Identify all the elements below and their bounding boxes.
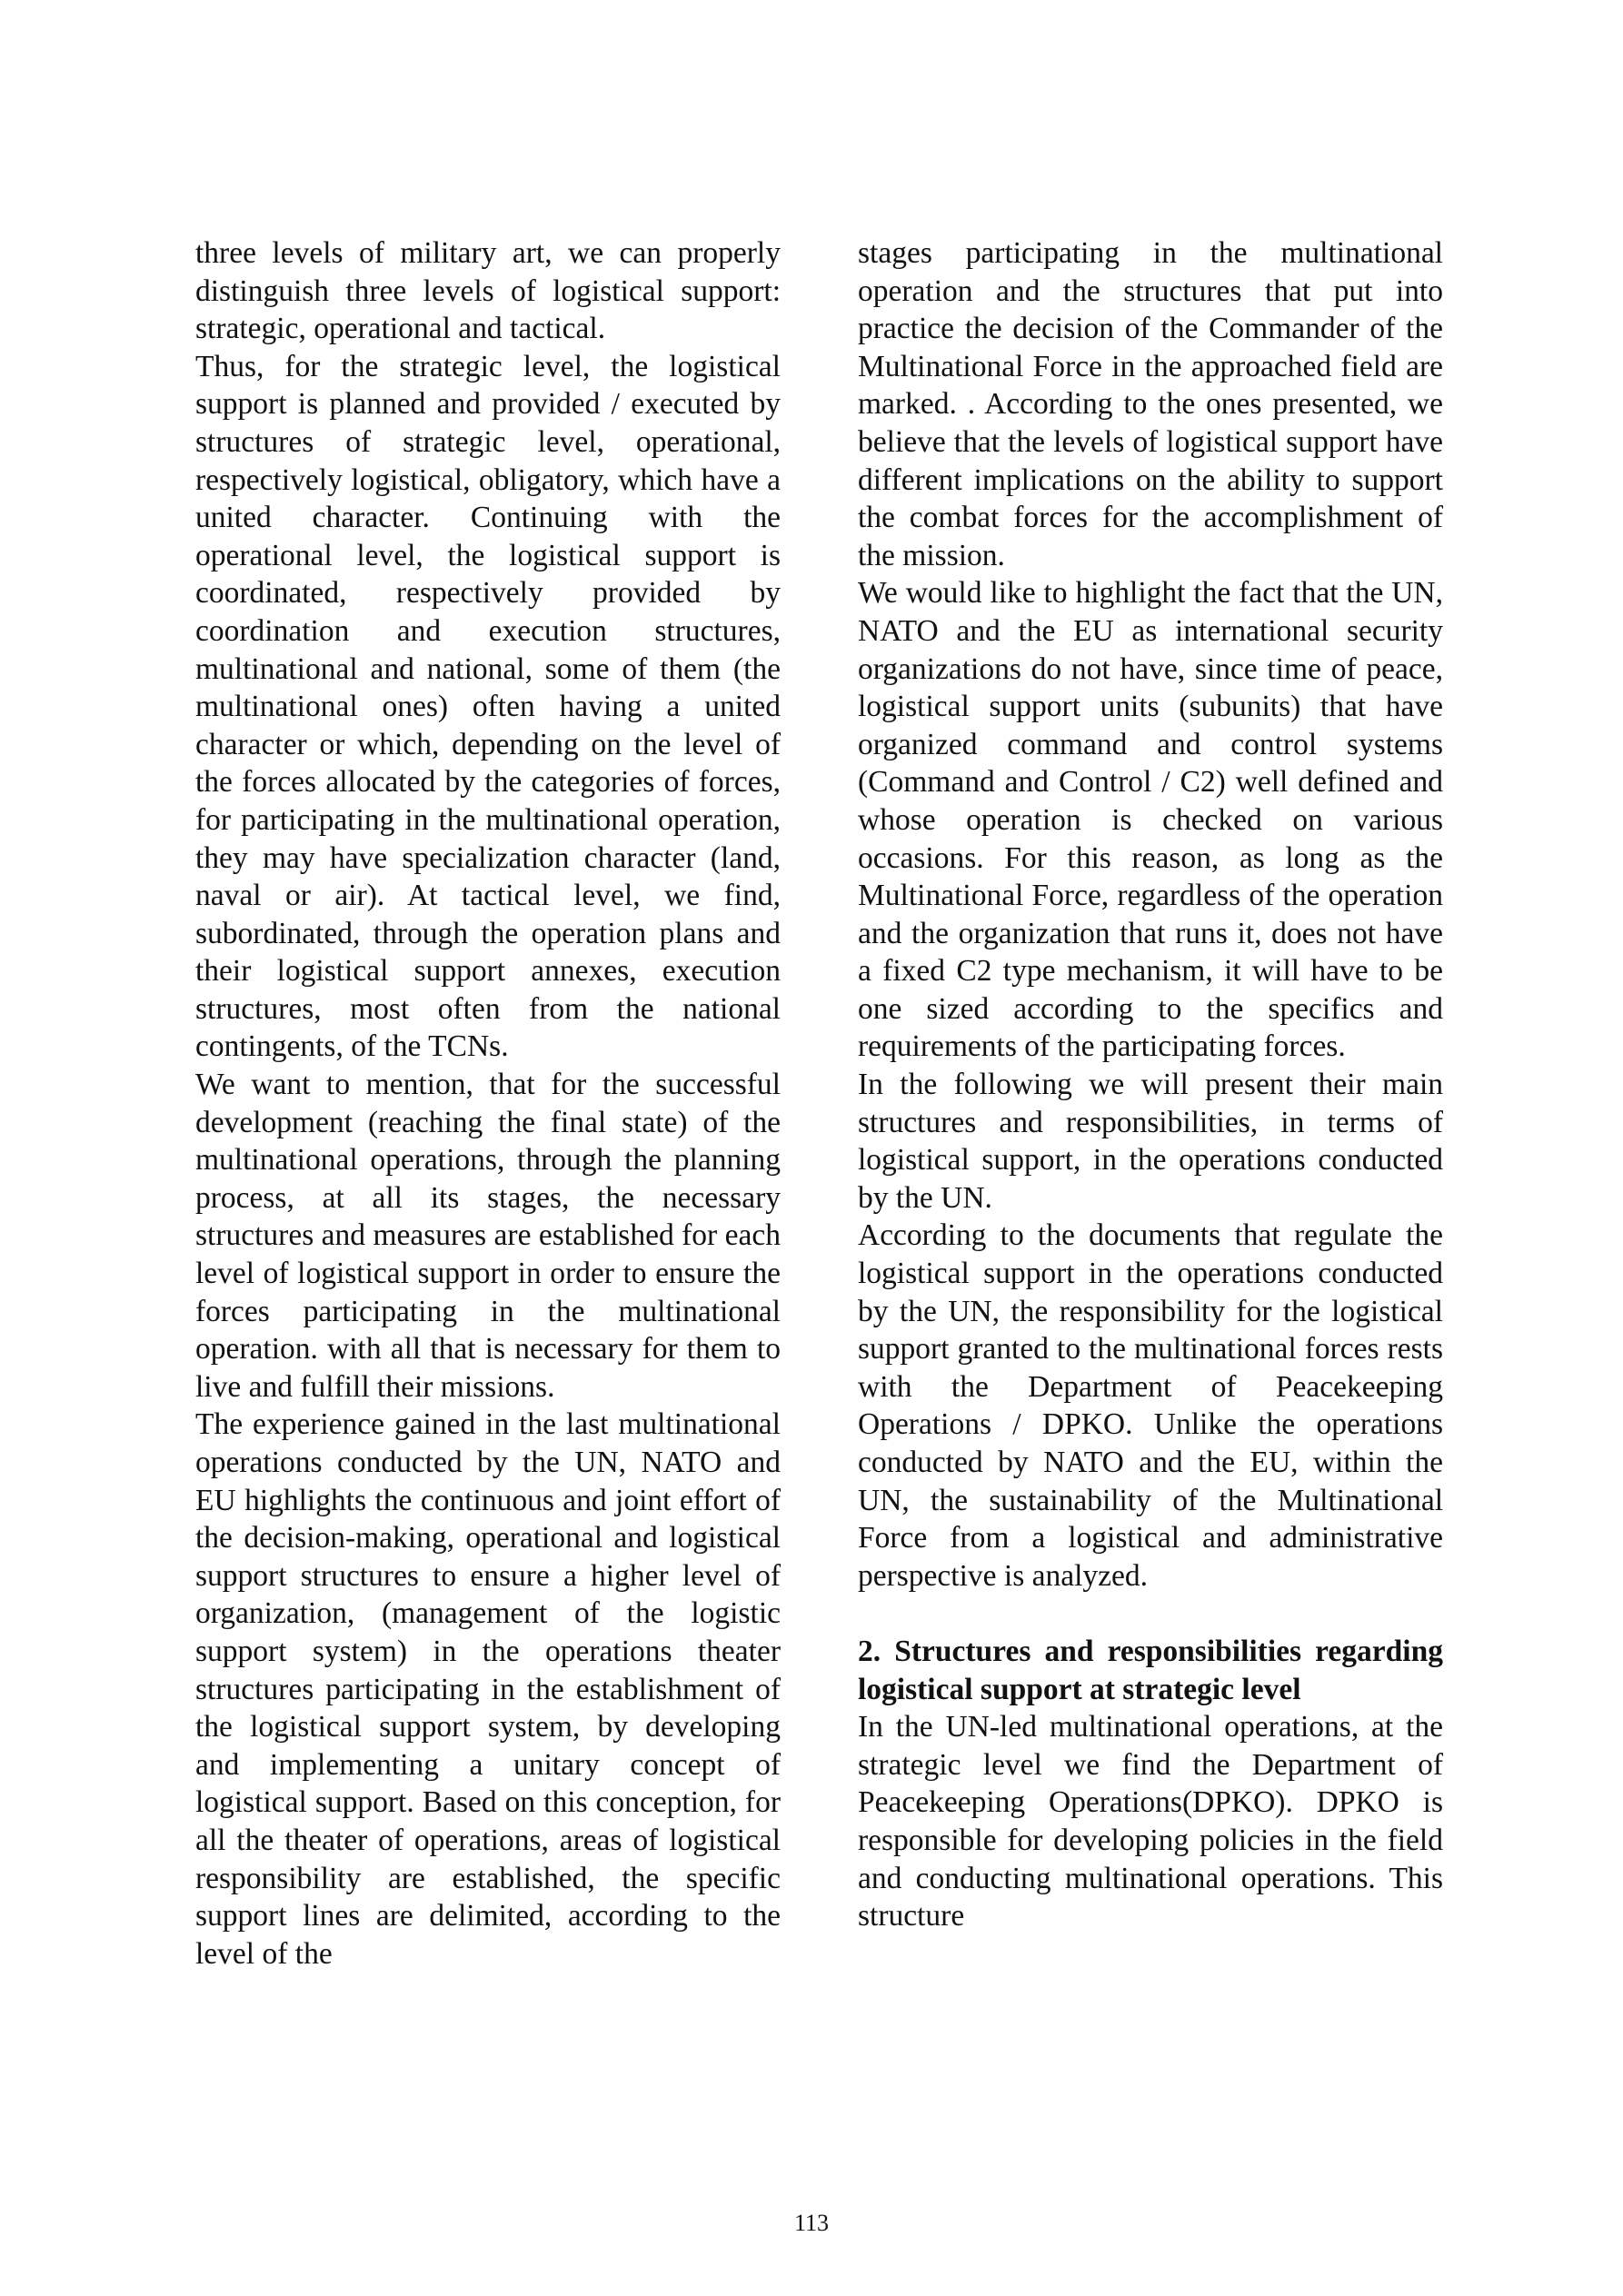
right-column	[858, 234, 1443, 1935]
paragraph: In the following we will present their main structures and responsibilities, in terms of logistical support, in the operations conducted by the UN.	[858, 1068, 1443, 1215]
section-heading: 2. Structures and responsibilities regarding logistical support at strategic level	[858, 1634, 1443, 1706]
page-number: 113	[793, 2210, 830, 2236]
paragraph: We would like to highlight the fact that the UN, NATO and the EU as international security organizations do not have, since time of peace, logistical support units (subunits) that have organized command and control systems (Command and Control / C2) well defined and whose operation is checked on various occasions. For this reason, as long as the Multinational Force, regardless of the operation and the organization that runs it, does not have a fixed C2 type mechanism, it will have to be one sized according to the specifics and requirements of the participating forces.	[858, 576, 1443, 1064]
paragraph: According to the documents that regulate the logistical support in the operations conducted by the UN, the responsibility for the logistical support granted to the multinational forces rests with the Department of Peacekeeping Operations / DPKO. Unlike the operations conducted by NATO and the EU, within the UN, the sustainability of the Multinational Force from a logistical and administrative perspective is analyzed.	[858, 1218, 1443, 1593]
paragraph: stages participating in the multinational operation and the structures that put into practice the decision of the Commander of the Multinational Force in the approached field are marked. . According to the ones presented, we believe that the levels of logistical support have different implications on the ability to support the combat forces for the accomplishment of the mission.	[858, 236, 1443, 572]
paragraph: In the UN-led multinational operations, at the strategic level we find the Department of Peacekeeping Operations(DPKO). DPKO is responsible for developing policies in the field and conducting multinational operations. This structure	[858, 1710, 1443, 1933]
paragraph: Thus, for the strategic level, the logistical support is planned and provided / executed by structures of strategic level, operational, respectively logistical, obligatory, which have a united character. Continuing with the operational level, the logistical support is coordinated, respectively provided by coordination and execution structures, multinational and national, some of them (the multinational ones) often having a united character or which, depending on the level of the forces allocated by the categories of forces, for participating in the multinational operation, they may have specialization character (land, naval or air). At tactical level, we find, subordinated, through the operation plans and their logistical support annexes, execution structures, most often from the national contingents, of the TCNs.	[195, 349, 781, 1064]
left-column	[195, 234, 781, 1973]
paragraph: The experience gained in the last multinational operations conducted by the UN, NATO and EU highlights the continuous and joint effort of the decision-making, operational and logistical support structures to ensure a higher level of organization, (management of the logistic support system) in the operations theater structures participating in the establishment of the logistical support system, by developing and implementing a unitary concept of logistical support. Based on this conception, for all the theater of operations, areas of logistical responsibility are established, the specific support lines are delimited, according to the level of the	[195, 1407, 781, 1971]
paragraph: We want to mention, that for the successful development (reaching the final state) of the multinational operations, through the planning process, at all its stages, the necessary structures and measures are established for each level of logistical support in order to ensure the forces participating in the multinational operation. with all that is necessary for them to live and fulfill their missions.	[195, 1068, 781, 1404]
paragraph: three levels of military art, we can properly distinguish three levels of logistical support: strategic, operational and tactical.	[195, 236, 781, 346]
